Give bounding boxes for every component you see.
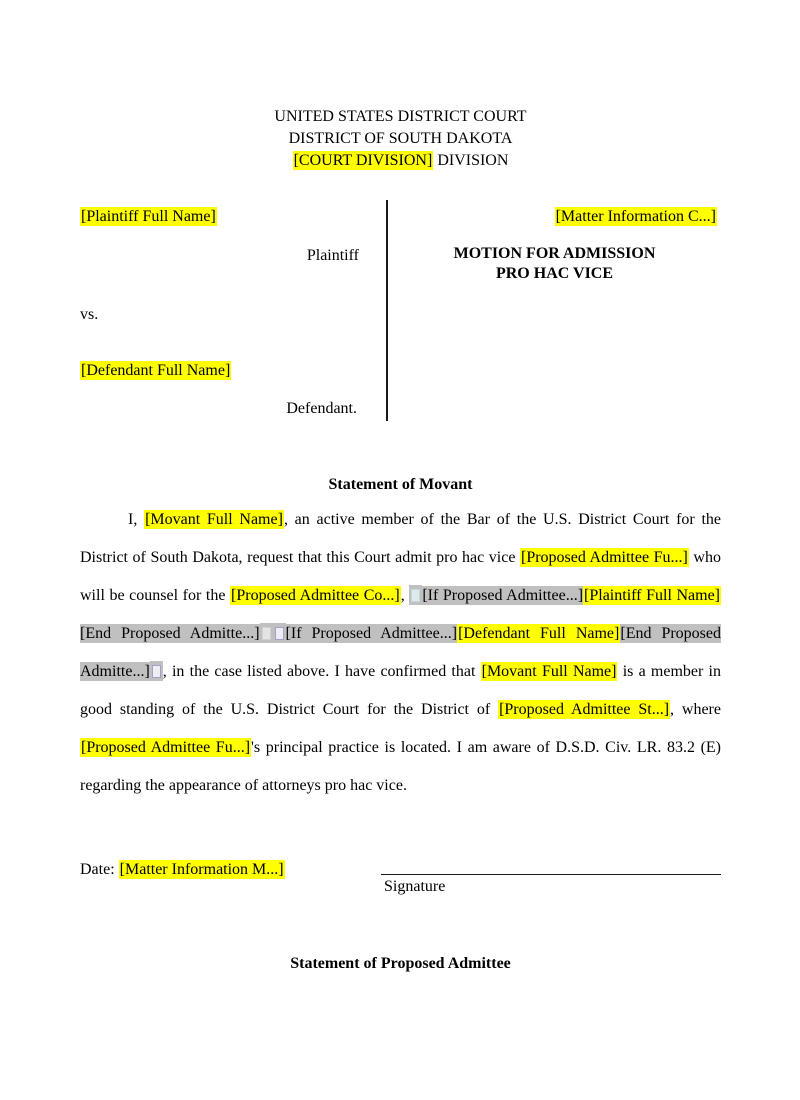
conditional-marker-box[interactable] bbox=[150, 661, 163, 681]
court-name: UNITED STATES DISTRICT COURT bbox=[274, 108, 527, 125]
court-division-field[interactable]: [COURT DIVISION] bbox=[293, 152, 433, 169]
movant-statement-paragraph bbox=[80, 501, 721, 805]
text-run: , bbox=[400, 587, 410, 604]
text-run: is a member in good standing of the U.S. District Court for the District of bbox=[80, 663, 721, 718]
text-run: who will be counsel for the bbox=[80, 549, 721, 604]
signature-line bbox=[381, 858, 721, 875]
plaintiff-name-line bbox=[80, 205, 386, 229]
vs-label: vs. bbox=[80, 306, 99, 323]
date-label: Date: bbox=[80, 861, 119, 878]
conditional-marker-box[interactable] bbox=[273, 623, 286, 643]
caption-parties-column bbox=[80, 200, 386, 421]
text-run: 's principal practice is located. I am aware of D.S.D. Civ. LR. 83.2 (E) regarding the appearance of attorneys pro hac vice. bbox=[80, 739, 722, 794]
conditional-marker-icon bbox=[275, 627, 284, 640]
matter-information-case-field[interactable]: [Matter Information C...] bbox=[555, 208, 716, 225]
end-proposed-admittee-condition-field[interactable]: [End Proposed Admitte...] bbox=[80, 625, 722, 680]
plaintiff-full-name-field[interactable]: [Plaintiff Full Name] bbox=[81, 208, 216, 225]
date-signature-row bbox=[80, 858, 721, 899]
caption-title-column bbox=[388, 200, 721, 421]
conditional-marker-box[interactable] bbox=[409, 585, 422, 605]
conditional-marker-icon bbox=[152, 665, 161, 678]
matter-information-date-field[interactable]: [Matter Information M...] bbox=[119, 861, 284, 878]
proposed-admittee-full-name-field[interactable]: [Proposed Admittee Fu...] bbox=[520, 549, 688, 566]
text-run: , in the case listed above. I have confirmed that bbox=[162, 663, 481, 680]
statement-of-movant-heading: Statement of Movant bbox=[328, 476, 473, 493]
court-district: DISTRICT OF SOUTH DAKOTA bbox=[288, 130, 513, 147]
date-line bbox=[80, 858, 285, 882]
court-division-line bbox=[80, 150, 721, 172]
court-header bbox=[80, 106, 721, 172]
text-run: , where bbox=[670, 701, 721, 718]
division-suffix: DIVISION bbox=[433, 152, 509, 169]
text-run: I, bbox=[128, 511, 145, 528]
defendant-full-name-field[interactable]: [Defendant Full Name] bbox=[81, 362, 231, 379]
proposed-admittee-counsel-field[interactable]: [Proposed Admittee Co...] bbox=[231, 587, 400, 604]
plaintiff-label: Plaintiff bbox=[306, 247, 359, 264]
case-caption bbox=[80, 200, 721, 421]
end-proposed-admittee-condition-field[interactable]: [End Proposed Admitte...] bbox=[80, 625, 260, 642]
signature-label: Signature bbox=[384, 878, 446, 895]
proposed-admittee-state-field[interactable]: [Proposed Admittee St...] bbox=[499, 701, 670, 718]
defendant-label: Defendant. bbox=[286, 400, 357, 417]
motion-title bbox=[388, 244, 721, 284]
if-proposed-admittee-condition-field[interactable]: [If Proposed Admittee...] bbox=[285, 625, 458, 642]
conditional-marker-icon bbox=[262, 627, 271, 640]
movant-full-name-field[interactable]: [Movant Full Name] bbox=[481, 663, 617, 680]
statement-of-proposed-admittee-heading: Statement of Proposed Admittee bbox=[290, 955, 511, 972]
conditional-marker-icon bbox=[411, 589, 420, 602]
if-proposed-admittee-condition-field[interactable]: [If Proposed Admittee...] bbox=[422, 587, 584, 604]
motion-title-line1: MOTION FOR ADMISSION bbox=[453, 245, 656, 262]
defendant-full-name-field[interactable]: [Defendant Full Name] bbox=[458, 625, 620, 642]
matter-information-line bbox=[388, 205, 721, 229]
motion-title-line2: PRO HAC VICE bbox=[495, 265, 614, 282]
conditional-marker-box[interactable] bbox=[260, 623, 273, 643]
signature-block bbox=[381, 858, 721, 899]
proposed-admittee-full-name-field[interactable]: [Proposed Admittee Fu...] bbox=[81, 739, 251, 756]
defendant-name-line bbox=[80, 359, 386, 383]
text-run: , an active member of the Bar of the U.S. District Court for the District of South Dakota, request that this Court admit pro hac vice bbox=[80, 511, 722, 566]
movant-full-name-field[interactable]: [Movant Full Name] bbox=[145, 511, 283, 528]
plaintiff-full-name-field[interactable]: [Plaintiff Full Name] bbox=[584, 587, 721, 604]
